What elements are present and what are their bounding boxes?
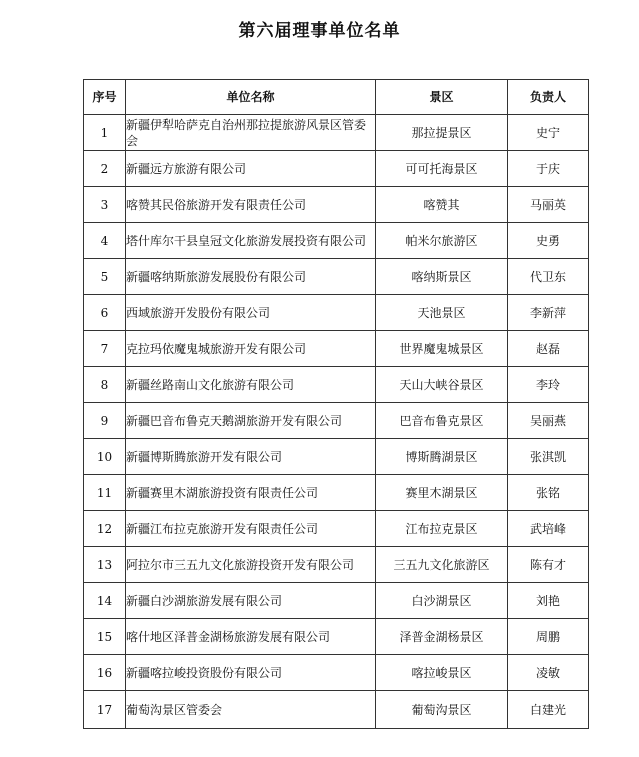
table-row bbox=[84, 295, 589, 331]
serial-number-cell: 17 bbox=[84, 691, 126, 729]
table-row bbox=[84, 655, 589, 691]
scenic-area-cell: 喀纳斯景区 bbox=[376, 259, 508, 295]
person-in-charge-cell: 史勇 bbox=[508, 223, 589, 259]
serial-number-cell: 11 bbox=[84, 475, 126, 511]
unit-name-cell: 新疆伊犁哈萨克自治州那拉提旅游风景区管委会 bbox=[126, 115, 376, 151]
person-in-charge-cell: 凌敏 bbox=[508, 655, 589, 691]
unit-name-cell: 新疆博斯腾旅游开发有限公司 bbox=[126, 439, 376, 475]
serial-number-cell: 1 bbox=[84, 115, 126, 151]
table-row bbox=[84, 511, 589, 547]
unit-name-cell: 克拉玛依魔鬼城旅游开发有限公司 bbox=[126, 331, 376, 367]
unit-name-cell: 新疆江布拉克旅游开发有限责任公司 bbox=[126, 511, 376, 547]
scenic-area-cell: 喀赞其 bbox=[376, 187, 508, 223]
person-in-charge-cell: 张淇凯 bbox=[508, 439, 589, 475]
person-in-charge-cell: 马丽英 bbox=[508, 187, 589, 223]
table-row bbox=[84, 223, 589, 259]
header-scenic-area: 景区 bbox=[376, 80, 508, 115]
document-title: 第六届理事单位名单 bbox=[238, 21, 401, 41]
unit-name-cell: 塔什库尔干县皇冠文化旅游发展投资有限公司 bbox=[126, 223, 376, 259]
serial-number-cell: 3 bbox=[84, 187, 126, 223]
table-row bbox=[84, 403, 589, 439]
table-row bbox=[84, 583, 589, 619]
serial-number-cell: 13 bbox=[84, 547, 126, 583]
unit-name-cell: 葡萄沟景区管委会 bbox=[126, 691, 376, 729]
scenic-area-cell: 赛里木湖景区 bbox=[376, 475, 508, 511]
table-row bbox=[84, 259, 589, 295]
unit-name-cell: 喀什地区泽普金湖杨旅游发展有限公司 bbox=[126, 619, 376, 655]
serial-number-cell: 12 bbox=[84, 511, 126, 547]
table-row bbox=[84, 619, 589, 655]
person-in-charge-cell: 于庆 bbox=[508, 151, 589, 187]
unit-name-cell: 新疆丝路南山文化旅游有限公司 bbox=[126, 367, 376, 403]
person-in-charge-cell: 吴丽燕 bbox=[508, 403, 589, 439]
directors-table bbox=[83, 79, 589, 729]
person-in-charge-cell: 张铭 bbox=[508, 475, 589, 511]
table-row bbox=[84, 367, 589, 403]
serial-number-cell: 16 bbox=[84, 655, 126, 691]
scenic-area-cell: 喀拉峻景区 bbox=[376, 655, 508, 691]
table-row bbox=[84, 547, 589, 583]
person-in-charge-cell: 李新萍 bbox=[508, 295, 589, 331]
person-in-charge-cell: 李玲 bbox=[508, 367, 589, 403]
person-in-charge-cell: 刘艳 bbox=[508, 583, 589, 619]
unit-name-cell: 新疆赛里木湖旅游投资有限责任公司 bbox=[126, 475, 376, 511]
person-in-charge-cell: 周鹏 bbox=[508, 619, 589, 655]
unit-name-cell: 新疆远方旅游有限公司 bbox=[126, 151, 376, 187]
scenic-area-cell: 泽普金湖杨景区 bbox=[376, 619, 508, 655]
unit-name-cell: 新疆喀拉峻投资股份有限公司 bbox=[126, 655, 376, 691]
unit-name-cell: 新疆喀纳斯旅游发展股份有限公司 bbox=[126, 259, 376, 295]
serial-number-cell: 2 bbox=[84, 151, 126, 187]
table-header bbox=[84, 80, 589, 115]
serial-number-cell: 4 bbox=[84, 223, 126, 259]
scenic-area-cell: 天池景区 bbox=[376, 295, 508, 331]
serial-number-cell: 9 bbox=[84, 403, 126, 439]
person-in-charge-cell: 代卫东 bbox=[508, 259, 589, 295]
serial-number-cell: 5 bbox=[84, 259, 126, 295]
scenic-area-cell: 三五九文化旅游区 bbox=[376, 547, 508, 583]
serial-number-cell: 8 bbox=[84, 367, 126, 403]
table-row bbox=[84, 331, 589, 367]
unit-name-cell: 喀赞其民俗旅游开发有限责任公司 bbox=[126, 187, 376, 223]
scenic-area-cell: 帕米尔旅游区 bbox=[376, 223, 508, 259]
person-in-charge-cell: 陈有才 bbox=[508, 547, 589, 583]
table-row bbox=[84, 187, 589, 223]
scenic-area-cell: 世界魔鬼城景区 bbox=[376, 331, 508, 367]
header-row bbox=[84, 80, 589, 115]
unit-name-cell: 阿拉尔市三五九文化旅游投资开发有限公司 bbox=[126, 547, 376, 583]
scenic-area-cell: 白沙湖景区 bbox=[376, 583, 508, 619]
table-row bbox=[84, 475, 589, 511]
unit-name-cell: 西域旅游开发股份有限公司 bbox=[126, 295, 376, 331]
person-in-charge-cell: 武培峰 bbox=[508, 511, 589, 547]
scenic-area-cell: 博斯腾湖景区 bbox=[376, 439, 508, 475]
scenic-area-cell: 巴音布鲁克景区 bbox=[376, 403, 508, 439]
scenic-area-cell: 可可托海景区 bbox=[376, 151, 508, 187]
serial-number-cell: 6 bbox=[84, 295, 126, 331]
table-row bbox=[84, 151, 589, 187]
serial-number-cell: 15 bbox=[84, 619, 126, 655]
scenic-area-cell: 葡萄沟景区 bbox=[376, 691, 508, 729]
table-body bbox=[84, 115, 589, 729]
scenic-area-cell: 天山大峡谷景区 bbox=[376, 367, 508, 403]
header-person-in-charge: 负责人 bbox=[508, 80, 589, 115]
person-in-charge-cell: 史宁 bbox=[508, 115, 589, 151]
table-row bbox=[84, 439, 589, 475]
person-in-charge-cell: 白建光 bbox=[508, 691, 589, 729]
serial-number-cell: 14 bbox=[84, 583, 126, 619]
unit-name-cell: 新疆巴音布鲁克天鹅湖旅游开发有限公司 bbox=[126, 403, 376, 439]
table-row bbox=[84, 115, 589, 151]
scenic-area-cell: 江布拉克景区 bbox=[376, 511, 508, 547]
person-in-charge-cell: 赵磊 bbox=[508, 331, 589, 367]
header-serial-number: 序号 bbox=[84, 80, 126, 115]
serial-number-cell: 7 bbox=[84, 331, 126, 367]
unit-name-cell: 新疆白沙湖旅游发展有限公司 bbox=[126, 583, 376, 619]
scenic-area-cell: 那拉提景区 bbox=[376, 115, 508, 151]
table-row bbox=[84, 691, 589, 729]
serial-number-cell: 10 bbox=[84, 439, 126, 475]
header-unit-name: 单位名称 bbox=[126, 80, 376, 115]
